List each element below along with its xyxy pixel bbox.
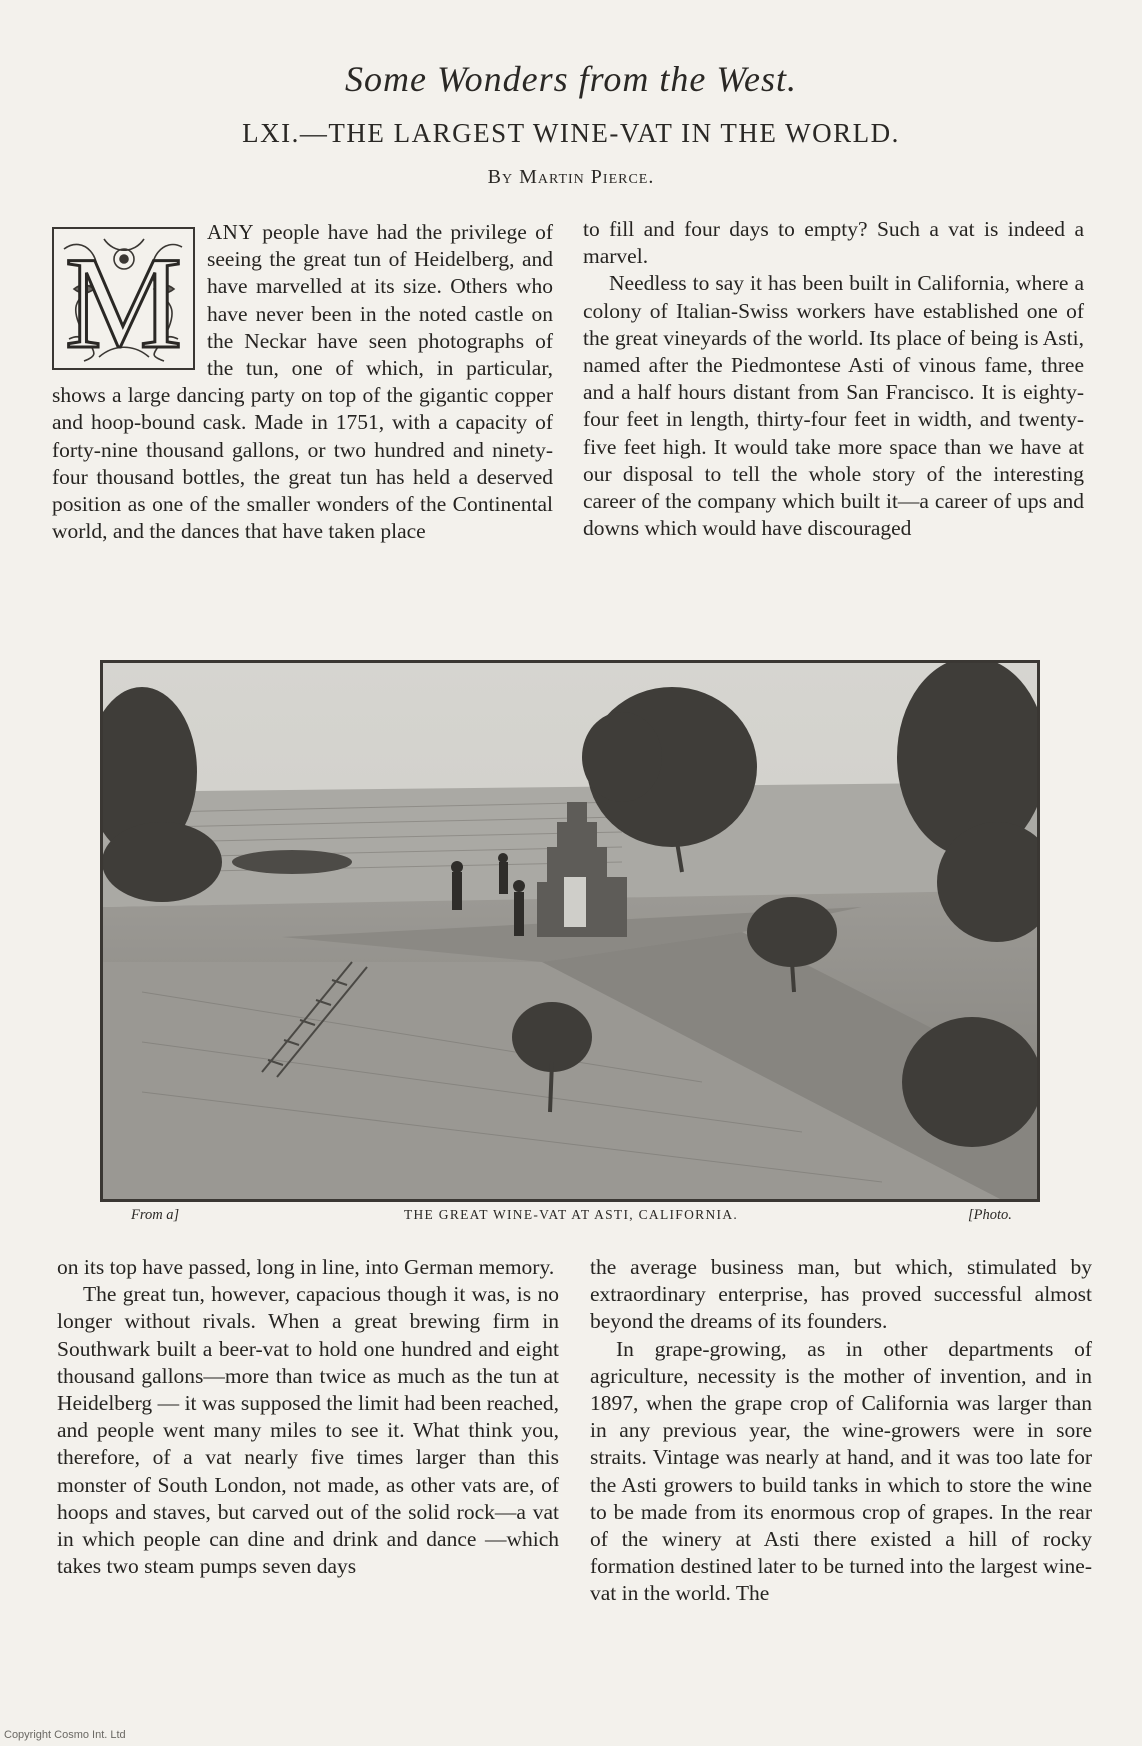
paragraph: the average business man, but which, stimulated by extraordinary enterprise, has proved successful almost beyond the dreams of its founders. [590, 1255, 1092, 1334]
paragraph: Needless to say it has been built in California, where a colony of Italian-Swiss workers have established one of the great vineyards of the world. Its place of being is Asti, named after the Piedmontese Asti of vinous fame, three and a half hours distant from San Francisco. It is eighty-four feet in length, thirty-four feet in width, and twenty-five feet high. It would take more space than we have at our disposal to tell the whole story of the interesting career of the company which built it—a career of ups and downs which would have discouraged [583, 271, 1084, 541]
series-title: Some Wonders from the West. [345, 59, 797, 99]
wine-vat-photograph [100, 660, 1040, 1202]
copyright-notice: Copyright Cosmo Int. Ltd [4, 1729, 126, 1741]
text-column-3 [57, 1254, 559, 1580]
ornamental-dropcap [52, 227, 195, 370]
landscape-photo-illustration [102, 662, 1038, 1200]
paragraph: The great tun, however, capacious though it was, is no longer without rivals. When a great brewing firm in Southwark built a beer-vat to hold one hundred and eight thousand gallons—more than twice as much as the tun at Heidelberg — it was supposed the limit had been reached, and people went many miles to see it. What think you, therefore, of a vat nearly five times larger than this monster of South London, not made, as other vats are, of hoops and staves, but carved out of the solid rock—a vat in which people can dine and drink and dance —which takes two steam pumps seven days [57, 1282, 559, 1579]
photo-credit-right: [Photo. [968, 1207, 1012, 1223]
paragraph-text: people have had the privilege of seeing the great tun of Heidelberg, and have marvelled at its size. Others who have never been in the noted castle on the Neckar have seen photographs of the tun, one of which, in particular, shows a large dancing party on top of the gigantic copper and hoop-bound cask. Made in 1751, with a capacity of forty-nine thousand gallons, or two hundred and ninety-four thousand bottles, the great tun has held a deserved position as one of the smaller wonders of the Continental world, and the dances that have taken place [52, 220, 553, 544]
text-column-1 [52, 219, 553, 545]
paragraph [52, 219, 553, 545]
dropcap-rest: ANY [207, 220, 254, 244]
paragraph: to fill and four days to empty? Such a vat is indeed a marvel. [583, 217, 1084, 269]
svg-text:M: M [64, 229, 183, 368]
article-title: LXI.—THE LARGEST WINE-VAT IN THE WORLD. [242, 118, 900, 148]
photo-credit-left: From a] [131, 1207, 180, 1223]
floral-ornament-icon [54, 229, 193, 368]
byline: By Martin Pierce. [487, 166, 655, 188]
text-column-2 [583, 216, 1084, 542]
text-column-4 [590, 1254, 1092, 1608]
photo-caption: THE GREAT WINE-VAT AT ASTI, CALIFORNIA. [403, 1207, 739, 1222]
paragraph: In grape-growing, as in other departments of agriculture, necessity is the mother of invention, and in 1897, when the grape crop of California was larger than in any previous year, the wine-growers were in sore straits. Vintage was nearly at hand, and it was too late for the Asti growers to build tanks in which to store the wine to be made from its enormous crop of grapes. In the rear of the winery at Asti there existed a hill of rocky formation destined later to be turned into the largest wine-vat in the world. The [590, 1336, 1092, 1606]
paragraph: on its top have passed, long in line, into German memory. [57, 1255, 555, 1279]
